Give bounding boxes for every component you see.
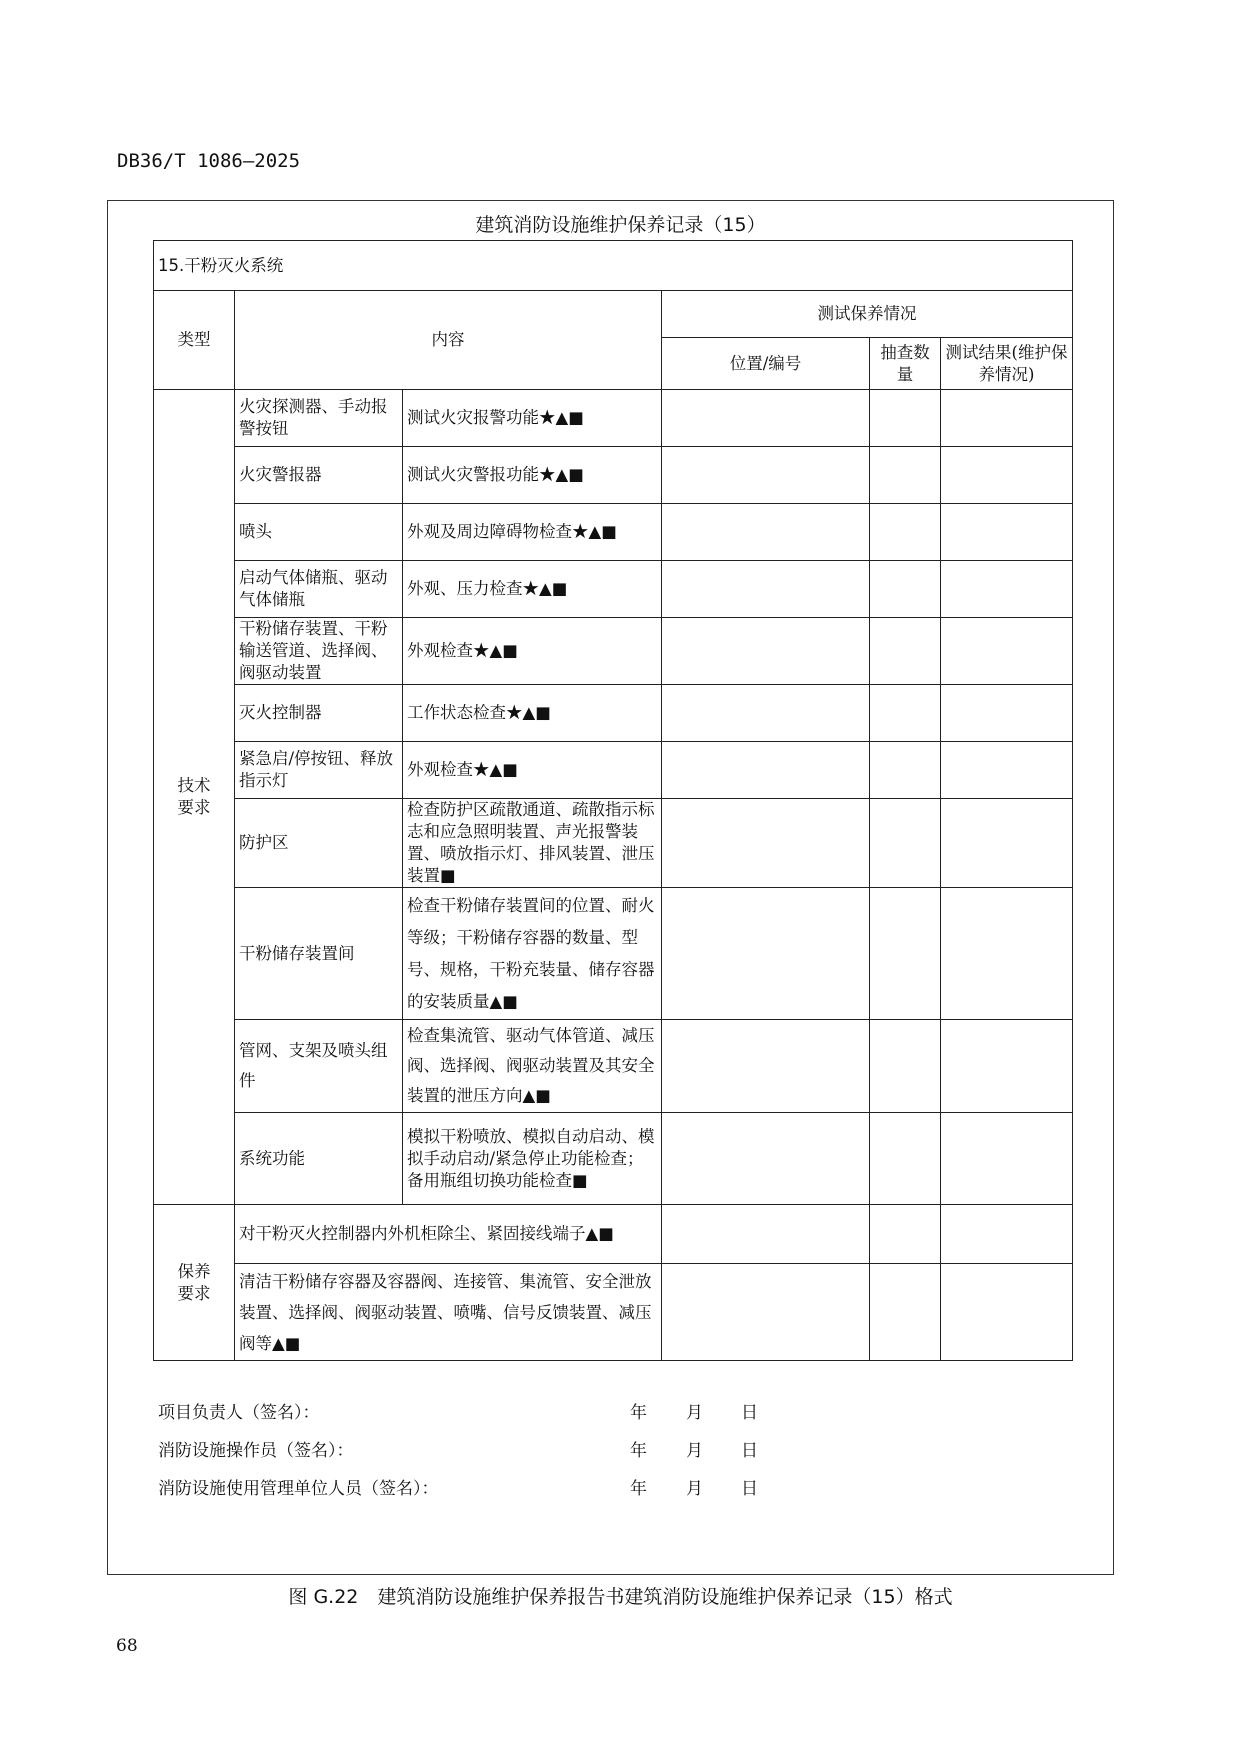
test-result-cell[interactable] — [941, 1205, 1073, 1264]
position-cell[interactable] — [662, 888, 870, 1020]
table-row — [154, 799, 1073, 888]
check-content: 测试火灾报警功能★▲■ — [403, 390, 662, 447]
day-label: 日 — [741, 1479, 758, 1499]
test-result-cell[interactable] — [941, 888, 1073, 1020]
check-item: 管网、支架及喷头组件 — [235, 1020, 403, 1113]
table-row — [154, 561, 1073, 618]
check-item: 火灾警报器 — [235, 447, 403, 504]
month-label: 月 — [686, 1441, 703, 1461]
test-result-cell[interactable] — [941, 799, 1073, 888]
table-row — [154, 742, 1073, 799]
content-header: 内容 — [235, 291, 662, 390]
check-content: 模拟干粉喷放、模拟自动启动、模拟手动启动/紧急停止功能检查；备用瓶组切换功能检查■ — [403, 1113, 662, 1205]
sample-count-cell[interactable] — [870, 504, 941, 561]
check-item: 启动气体储瓶、驱动气体储瓶 — [235, 561, 403, 618]
check-item: 紧急启/停按钮、释放指示灯 — [235, 742, 403, 799]
sample-count-cell[interactable] — [870, 742, 941, 799]
signature-line-project-lead — [158, 1398, 758, 1423]
check-item: 灭火控制器 — [235, 685, 403, 742]
maintenance-content: 清洁干粉储存容器及容器阀、连接管、集流管、安全泄放装置、选择阀、阀驱动装置、喷嘴、信号反馈装置、减压阀等▲■ — [235, 1264, 662, 1361]
test-result-cell[interactable] — [941, 1264, 1073, 1361]
sample-count-header: 抽查数量 — [870, 338, 941, 390]
document-code: DB36/T 1086—2025 — [117, 150, 301, 172]
sample-count-cell[interactable] — [870, 685, 941, 742]
month-label: 月 — [686, 1403, 703, 1423]
sample-count-cell[interactable] — [870, 888, 941, 1020]
test-result-cell[interactable] — [941, 390, 1073, 447]
signature-label: 消防设施使用管理单位人员（签名）： — [158, 1479, 439, 1499]
check-content: 外观检查★▲■ — [403, 618, 662, 685]
position-cell[interactable] — [662, 504, 870, 561]
section-title-row — [154, 241, 1073, 291]
table-row — [154, 1020, 1073, 1113]
test-result-cell[interactable] — [941, 1020, 1073, 1113]
day-label: 日 — [741, 1403, 758, 1423]
check-item: 防护区 — [235, 799, 403, 888]
check-content: 外观及周边障碍物检查★▲■ — [403, 504, 662, 561]
day-label: 日 — [741, 1441, 758, 1461]
sample-count-cell[interactable] — [870, 1020, 941, 1113]
month-label: 月 — [686, 1479, 703, 1499]
table-row — [154, 618, 1073, 685]
year-label: 年 — [630, 1479, 647, 1499]
test-result-cell[interactable] — [941, 618, 1073, 685]
sample-count-cell[interactable] — [870, 390, 941, 447]
table-row — [154, 1264, 1073, 1361]
position-cell[interactable] — [662, 1264, 870, 1361]
sample-count-cell[interactable] — [870, 618, 941, 685]
maintenance-requirements-group: 保养要求 — [154, 1205, 235, 1361]
signature-line-management — [158, 1474, 758, 1499]
sample-count-cell[interactable] — [870, 1113, 941, 1205]
sample-count-cell[interactable] — [870, 1264, 941, 1361]
test-result-cell[interactable] — [941, 561, 1073, 618]
check-content: 检查防护区疏散通道、疏散指示标志和应急照明装置、声光报警装置、喷放指示灯、排风装置、泄压装置■ — [403, 799, 662, 888]
maintenance-content: 对干粉灭火控制器内外机柜除尘、紧固接线端子▲■ — [235, 1205, 662, 1264]
maintenance-record-table — [153, 240, 1073, 1361]
test-result-header: 测试结果(维护保养情况) — [941, 338, 1073, 390]
test-group-header: 测试保养情况 — [662, 291, 1073, 338]
signature-label: 消防设施操作员（签名）： — [158, 1441, 354, 1461]
signature-line-operator — [158, 1436, 758, 1461]
position-cell[interactable] — [662, 742, 870, 799]
table-row — [154, 685, 1073, 742]
check-content: 检查集流管、驱动气体管道、减压阀、选择阀、阀驱动装置及其安全装置的泄压方向▲■ — [403, 1020, 662, 1113]
check-content: 外观、压力检查★▲■ — [403, 561, 662, 618]
type-header: 类型 — [154, 291, 235, 390]
page-number: 68 — [116, 1636, 138, 1656]
test-result-cell[interactable] — [941, 504, 1073, 561]
signature-label: 项目负责人（签名）： — [158, 1403, 320, 1423]
position-cell[interactable] — [662, 1113, 870, 1205]
check-content: 检查干粉储存装置间的位置、耐火等级；干粉储存容器的数量、型号、规格，干粉充装量、储存容器的安装质量▲■ — [403, 888, 662, 1020]
year-label: 年 — [630, 1441, 647, 1461]
test-result-cell[interactable] — [941, 447, 1073, 504]
check-item: 火灾探测器、手动报警按钮 — [235, 390, 403, 447]
record-title: 建筑消防设施维护保养记录（15） — [475, 214, 766, 236]
test-result-cell[interactable] — [941, 685, 1073, 742]
position-cell[interactable] — [662, 618, 870, 685]
position-cell[interactable] — [662, 685, 870, 742]
year-label: 年 — [630, 1403, 647, 1423]
position-cell[interactable] — [662, 390, 870, 447]
table-row — [154, 447, 1073, 504]
position-header: 位置/编号 — [662, 338, 870, 390]
section-title: 15.干粉灭火系统 — [154, 241, 1073, 291]
table-row — [154, 504, 1073, 561]
sample-count-cell[interactable] — [870, 447, 941, 504]
table-row — [154, 1113, 1073, 1205]
test-result-cell[interactable] — [941, 1113, 1073, 1205]
check-item: 系统功能 — [235, 1113, 403, 1205]
table-row — [154, 888, 1073, 1020]
position-cell[interactable] — [662, 447, 870, 504]
position-cell[interactable] — [662, 561, 870, 618]
check-content: 测试火灾警报功能★▲■ — [403, 447, 662, 504]
figure-caption: 图 G.22 建筑消防设施维护保养报告书建筑消防设施维护保养记录（15）格式 — [288, 1586, 953, 1608]
table-row — [154, 390, 1073, 447]
position-cell[interactable] — [662, 799, 870, 888]
table-row — [154, 1205, 1073, 1264]
check-content: 外观检查★▲■ — [403, 742, 662, 799]
check-item: 喷头 — [235, 504, 403, 561]
position-cell[interactable] — [662, 1020, 870, 1113]
position-cell[interactable] — [662, 1205, 870, 1264]
sample-count-cell[interactable] — [870, 561, 941, 618]
header-row — [154, 291, 1073, 338]
sample-count-cell[interactable] — [870, 799, 941, 888]
check-content: 工作状态检查★▲■ — [403, 685, 662, 742]
tech-requirements-group: 技术要求 — [154, 390, 235, 1205]
check-item: 干粉储存装置间 — [235, 888, 403, 1020]
sample-count-cell[interactable] — [870, 1205, 941, 1264]
test-result-cell[interactable] — [941, 742, 1073, 799]
check-item: 干粉储存装置、干粉输送管道、选择阀、阀驱动装置 — [235, 618, 403, 685]
